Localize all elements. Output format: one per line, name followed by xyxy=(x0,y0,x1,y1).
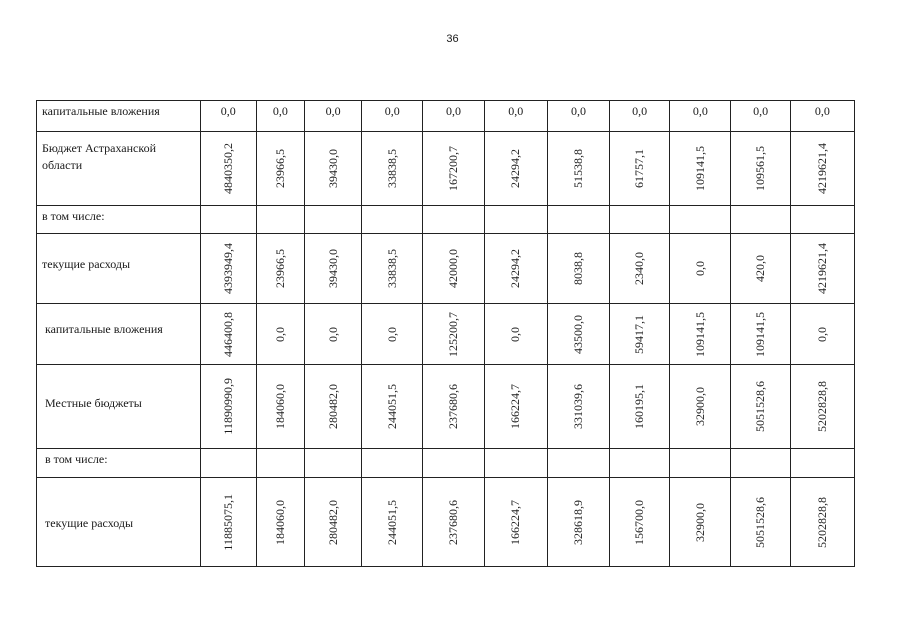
table-cell xyxy=(304,206,361,234)
table-cell: 32900,0 xyxy=(670,365,731,449)
table-cell: 0,0 xyxy=(790,304,854,365)
table-cell: 2340,0 xyxy=(610,234,670,304)
table-cell: 0,0 xyxy=(304,304,361,365)
table-cell xyxy=(362,449,423,478)
row-label: Бюджет Астраханской области xyxy=(37,132,201,206)
row-label: текущие расходы xyxy=(37,234,201,304)
table-row xyxy=(37,365,855,449)
table-cell: 184060,0 xyxy=(256,478,304,567)
table-cell: 23966,5 xyxy=(256,234,304,304)
table-row xyxy=(37,449,855,478)
row-label: капитальные вложения xyxy=(37,101,201,132)
table-cell xyxy=(256,206,304,234)
row-label: в том числе: xyxy=(37,206,201,234)
table-cell: 4393949,4 xyxy=(200,234,256,304)
table-cell: 446400,8 xyxy=(200,304,256,365)
table-cell: 156700,0 xyxy=(610,478,670,567)
table-cell xyxy=(610,206,670,234)
table-cell: 59417,1 xyxy=(610,304,670,365)
table-cell: 0,0 xyxy=(484,101,547,132)
table-cell: 8038,8 xyxy=(547,234,609,304)
table-row xyxy=(37,478,855,567)
table-row xyxy=(37,234,855,304)
table-cell: 0,0 xyxy=(423,101,484,132)
page-number: 36 xyxy=(446,33,459,45)
table-cell: 0,0 xyxy=(256,101,304,132)
table-cell: 331039,6 xyxy=(547,365,609,449)
table-row xyxy=(37,132,855,206)
table-cell: 328618,9 xyxy=(547,478,609,567)
table-cell: 42000,0 xyxy=(423,234,484,304)
table-cell xyxy=(790,206,854,234)
table-cell xyxy=(731,206,790,234)
table-cell xyxy=(547,206,609,234)
table-cell: 0,0 xyxy=(670,234,731,304)
table-cell: 0,0 xyxy=(670,101,731,132)
table-cell xyxy=(484,206,547,234)
table-cell xyxy=(670,206,731,234)
table-cell: 0,0 xyxy=(731,101,790,132)
table-cell: 0,0 xyxy=(362,304,423,365)
table-cell xyxy=(200,449,256,478)
table-cell: 0,0 xyxy=(790,101,854,132)
table-cell: 0,0 xyxy=(362,101,423,132)
table-cell xyxy=(547,449,609,478)
table-cell xyxy=(423,206,484,234)
table-cell: 51538,8 xyxy=(547,132,609,206)
table-cell: 109141,5 xyxy=(670,304,731,365)
table-row xyxy=(37,101,855,132)
table-cell xyxy=(670,449,731,478)
table-cell: 160195,1 xyxy=(610,365,670,449)
row-label: Местные бюджеты xyxy=(37,365,201,449)
table-cell: 109561,5 xyxy=(731,132,790,206)
table-cell: 0,0 xyxy=(610,101,670,132)
table-cell: 0,0 xyxy=(200,101,256,132)
table-cell xyxy=(484,449,547,478)
table-cell: 167200,7 xyxy=(423,132,484,206)
table-cell: 4219621,4 xyxy=(790,132,854,206)
row-label: в том числе: xyxy=(37,449,201,478)
table-cell: 244051,5 xyxy=(362,478,423,567)
table-cell: 280482,0 xyxy=(304,478,361,567)
table-cell: 125200,7 xyxy=(423,304,484,365)
table-cell: 23966,5 xyxy=(256,132,304,206)
table-cell: 166224,7 xyxy=(484,478,547,567)
table-cell: 5202828,8 xyxy=(790,478,854,567)
table-cell: 0,0 xyxy=(256,304,304,365)
table-cell: 166224,7 xyxy=(484,365,547,449)
table-cell: 11885075,1 xyxy=(200,478,256,567)
table-cell xyxy=(423,449,484,478)
row-label: капитальные вложения xyxy=(37,304,201,365)
table-cell: 237680,6 xyxy=(423,365,484,449)
table-cell: 280482,0 xyxy=(304,365,361,449)
table-cell xyxy=(200,206,256,234)
table-row xyxy=(37,206,855,234)
table-cell xyxy=(256,449,304,478)
table-cell: 39430,0 xyxy=(304,234,361,304)
table-cell: 420,0 xyxy=(731,234,790,304)
table-cell xyxy=(304,449,361,478)
table-cell: 24294,2 xyxy=(484,132,547,206)
table-cell: 4840350,2 xyxy=(200,132,256,206)
table-cell: 244051,5 xyxy=(362,365,423,449)
row-label: текущие расходы xyxy=(37,478,201,567)
table-cell: 0,0 xyxy=(547,101,609,132)
table-cell: 32900,0 xyxy=(670,478,731,567)
table-cell xyxy=(790,449,854,478)
table-cell: 33838,5 xyxy=(362,234,423,304)
table-cell: 43500,0 xyxy=(547,304,609,365)
table-cell: 109141,5 xyxy=(731,304,790,365)
table-cell: 184060,0 xyxy=(256,365,304,449)
table-row xyxy=(37,304,855,365)
table-cell: 61757,1 xyxy=(610,132,670,206)
table-cell: 4219621,4 xyxy=(790,234,854,304)
table-cell: 109141,5 xyxy=(670,132,731,206)
table-cell: 237680,6 xyxy=(423,478,484,567)
table-cell: 5051528,6 xyxy=(731,365,790,449)
table-cell: 0,0 xyxy=(304,101,361,132)
table-cell xyxy=(362,206,423,234)
table-cell: 5202828,8 xyxy=(790,365,854,449)
table-cell xyxy=(731,449,790,478)
table-cell: 24294,2 xyxy=(484,234,547,304)
table-cell: 39430,0 xyxy=(304,132,361,206)
table-cell: 11890990,9 xyxy=(200,365,256,449)
table-cell: 0,0 xyxy=(484,304,547,365)
table-cell xyxy=(610,449,670,478)
table-cell: 5051528,6 xyxy=(731,478,790,567)
budget-table xyxy=(36,100,855,567)
table-cell: 33838,5 xyxy=(362,132,423,206)
